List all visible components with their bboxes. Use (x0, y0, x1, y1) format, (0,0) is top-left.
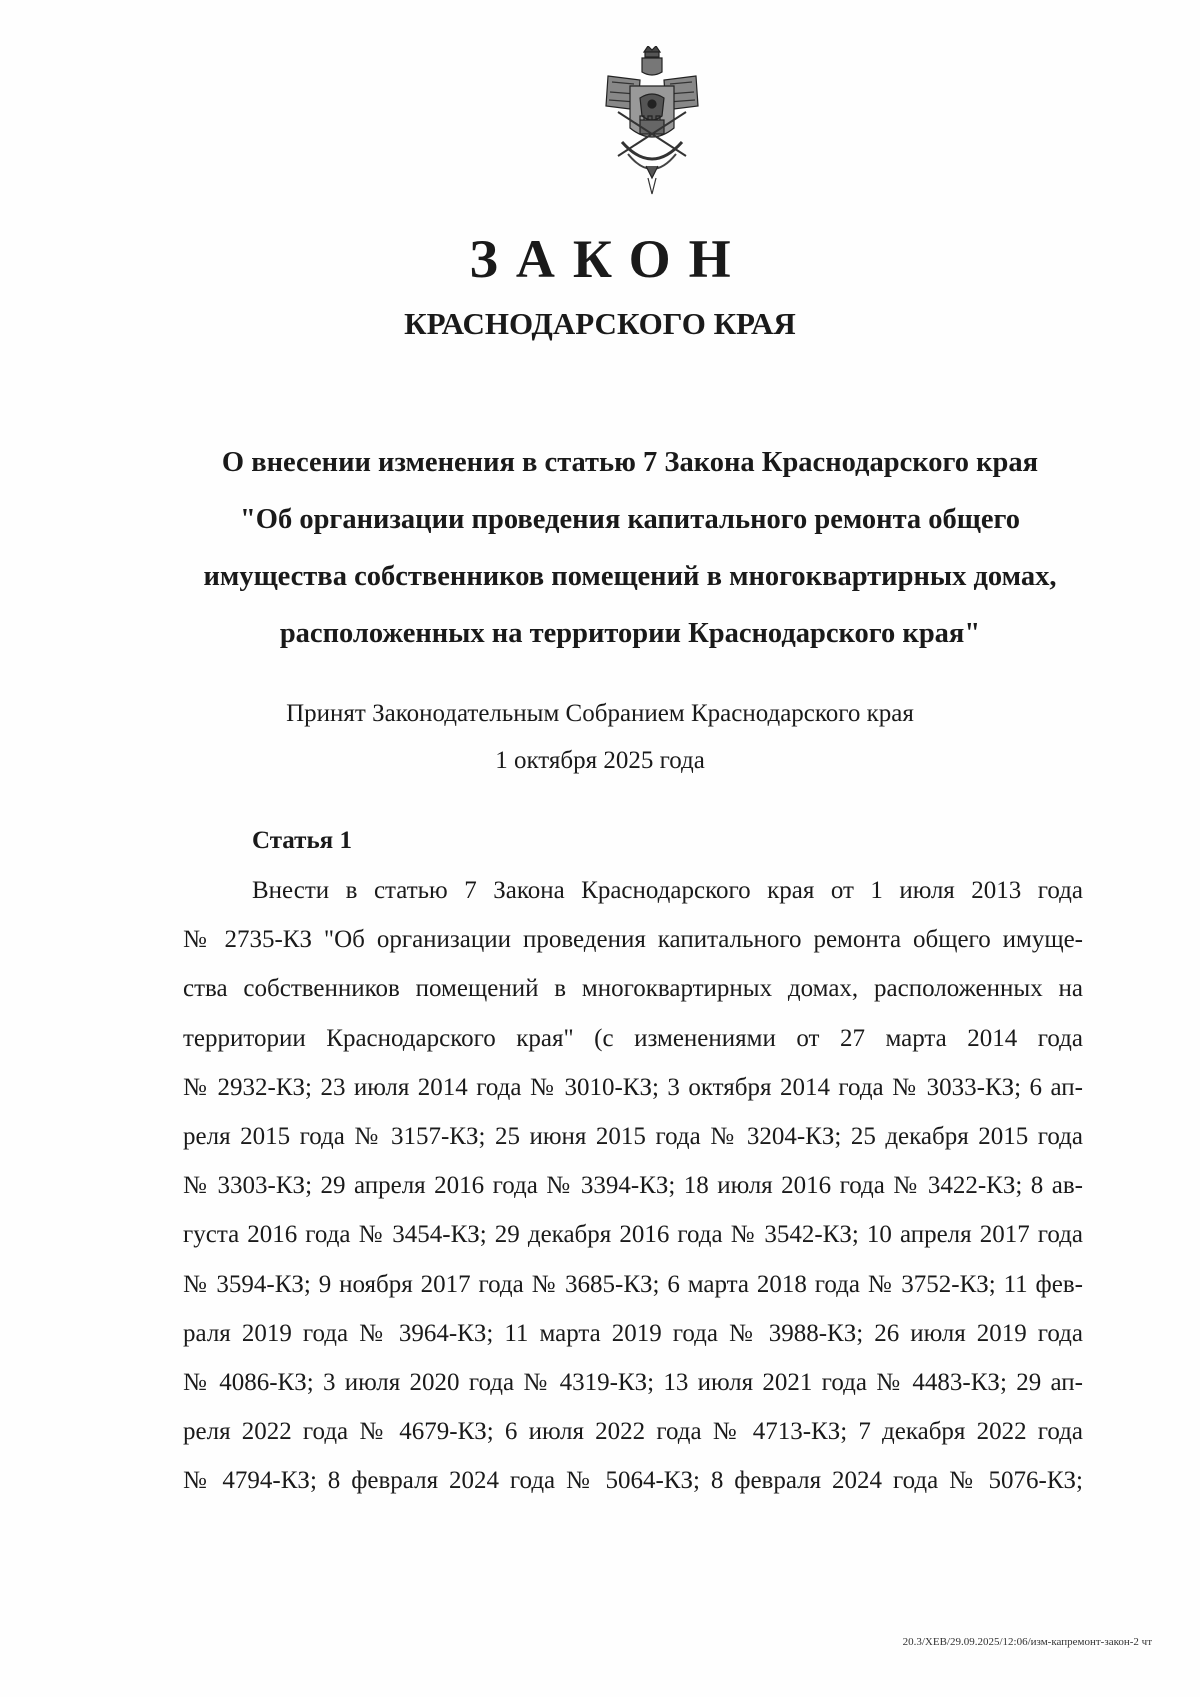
article-text-line: № 2932-КЗ; 23 июля 2014 года № 3010-КЗ; 3 октября 2014 года № 3033-КЗ; 6 ап- (183, 1073, 1083, 1101)
law-name-line: О внесении изменения в статью 7 Закона Краснодарского края (221, 447, 1039, 478)
article-text-line: Внести в статью 7 Закона Краснодарского края от 1 июля 2013 года (252, 877, 1083, 904)
article-text-line: № 4086-КЗ; 3 июля 2020 года № 4319-КЗ; 13 июля 2021 года № 4483-КЗ; 29 ап- (183, 1369, 1083, 1397)
document-title: ЗАКОН (469, 229, 749, 289)
article-text-line: № 4794-КЗ; 8 февраля 2024 года № 5064-КЗ; 8 февраля 2024 года № 5076-КЗ; (183, 1467, 1083, 1495)
article-text-line: № 2735-КЗ "Об организации проведения капитального ремонта общего имуще- (183, 926, 1083, 954)
footer-document-code: 20.3/ХЕВ/29.09.2025/12:06/изм-капремонт-закон-2 чт (902, 1636, 1152, 1648)
article-text-line: территории Краснодарского края" (с изменениями от 27 марта 2014 года (183, 1024, 1083, 1052)
adoption-body: Принят Законодательным Собранием Краснодарского края (286, 700, 914, 727)
article-text-line: густа 2016 года № 3454-КЗ; 29 декабря 2016 года № 3542-КЗ; 10 апреля 2017 года (183, 1221, 1083, 1249)
law-name-line: "Об организации проведения капитального ремонта общего (239, 504, 1021, 535)
article-text-line: № 3594-КЗ; 9 ноября 2017 года № 3685-КЗ; 6 марта 2018 года № 3752-КЗ; 11 фев- (183, 1270, 1083, 1298)
article-text-line: № 3303-КЗ; 29 апреля 2016 года № 3394-КЗ; 18 июля 2016 года № 3422-КЗ; 8 ав- (183, 1172, 1083, 1200)
article-text-line: реля 2015 года № 3157-КЗ; 25 июня 2015 года № 3204-КЗ; 25 декабря 2015 года (183, 1123, 1083, 1151)
article-heading: Статья 1 (252, 827, 352, 854)
article-text-line: ства собственников помещений в многоквартирных домах, расположенных на (183, 975, 1083, 1003)
coat-of-arms-icon (600, 46, 704, 196)
article-text-line: раля 2019 года № 3964-КЗ; 11 марта 2019 года № 3988-КЗ; 26 июля 2019 года (183, 1319, 1083, 1347)
adoption-date: 1 октября 2025 года (495, 747, 705, 774)
adoption-note (0, 690, 1200, 784)
law-name (180, 434, 1080, 662)
document-subtitle: КРАСНОДАРСКОГО КРАЯ (404, 306, 796, 341)
law-name-line: расположенных на территории Краснодарского края" (279, 618, 981, 649)
law-name-line: имущества собственников помещений в многоквартирных домах, (203, 561, 1057, 592)
article-text (183, 866, 1083, 1506)
article-text-line: реля 2022 года № 4679-КЗ; 6 июля 2022 года № 4713-КЗ; 7 декабря 2022 года (183, 1418, 1083, 1446)
